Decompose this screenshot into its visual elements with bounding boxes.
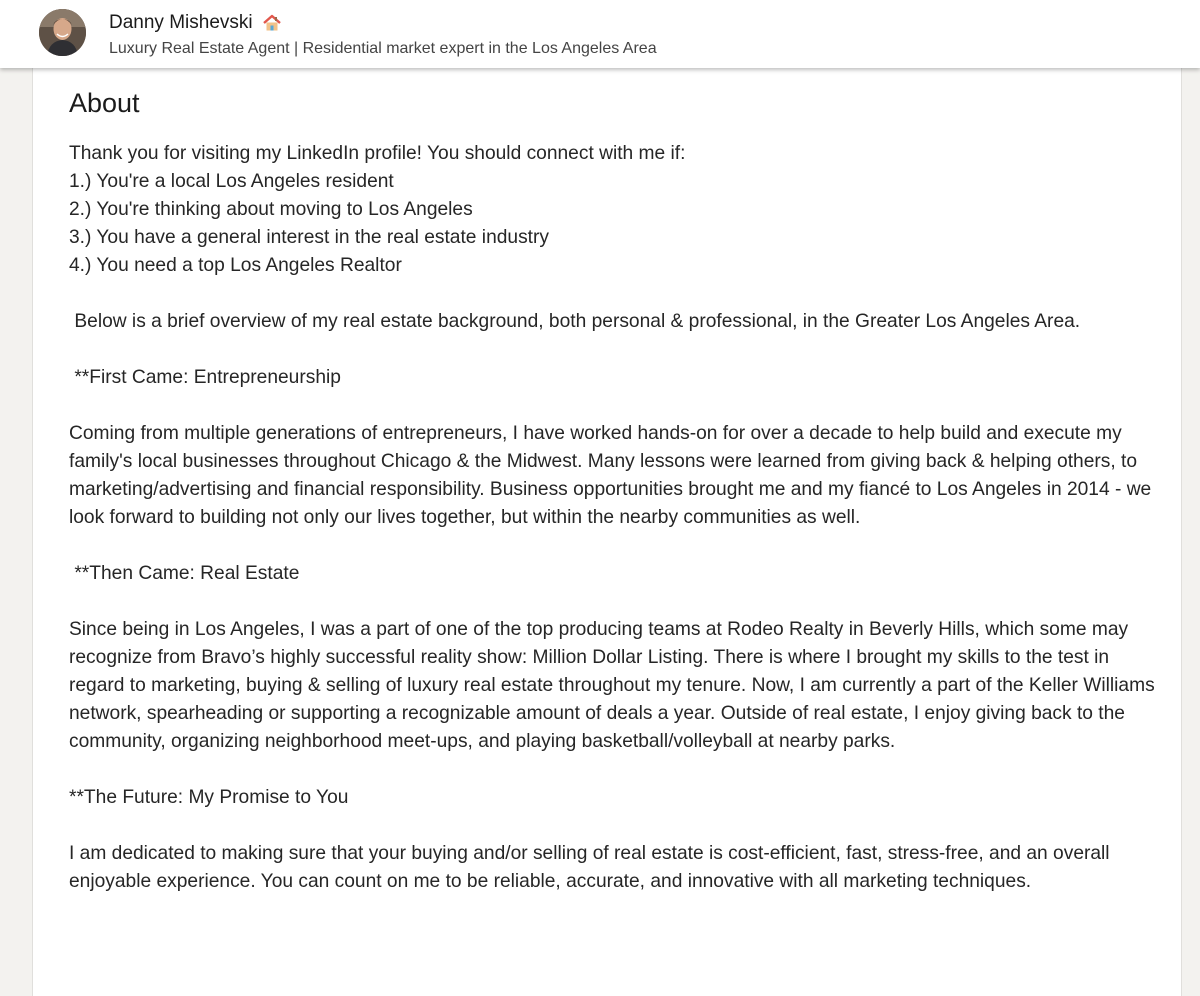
about-paragraph: I am dedicated to making sure that your buying and/or selling of real estate is cost-efficient, fast, stress-free, and an overall enjoyable experience. You can count on me to be reliable, accurate, and innovative with all marketing techniques.	[69, 843, 1115, 892]
about-paragraph: Since being in Los Angeles, I was a part of one of the top producing teams at Rodeo Realty in Beverly Hills, which some may recognize from Bravo’s highly successful reality show: Million Dollar Listing. There is where I brought my skills to the test in regard to marketing, buying & selling of luxury real estate throughout my tenure. Now, I am currently a part of the Keller Williams network, spearheading or supporting a recognizable amount of deals a year. Outside of real estate, I enjoy giving back to the community, organizing neighborhood meet-ups, and playing basketball/volleyball at nearby parks.	[69, 619, 1161, 752]
about-paragraph: Thank you for visiting my LinkedIn profile! You should connect with me if: 1.) You're a local Los Angeles resident 2.) You're thinking about moving to Los Angeles 3.) You have a general interest in the real estate industry 4.) You need a top Los Angeles Realtor	[69, 143, 686, 276]
about-card	[32, 68, 1182, 996]
profile-name[interactable]: Danny Mishevski	[109, 12, 253, 33]
name-row	[109, 10, 282, 36]
about-title: About	[69, 88, 140, 118]
about-body	[69, 140, 1159, 896]
about-paragraph: Coming from multiple generations of entrepreneurs, I have worked hands-on for over a decade to help build and execute my family's local businesses throughout Chicago & the Midwest. Many lessons were learned from giving back & helping others, to marketing/advertising and financial responsibility. Business opportunities brought me and my fiancé to Los Angeles in 2014 - we look forward to building not only our lives together, but within the nearby communities as well.	[69, 423, 1157, 528]
spacer	[69, 280, 1159, 308]
spacer	[69, 756, 1159, 784]
right-gutter	[1182, 68, 1200, 996]
about-paragraph: **Then Came: Real Estate	[69, 563, 300, 584]
spacer	[69, 532, 1159, 560]
spacer	[69, 812, 1159, 840]
left-gutter	[0, 68, 32, 996]
avatar-photo	[39, 9, 86, 56]
spacer	[69, 588, 1159, 616]
house-icon	[262, 13, 282, 33]
about-paragraph: **First Came: Entrepreneurship	[69, 367, 341, 388]
about-paragraph: **The Future: My Promise to You	[69, 787, 349, 808]
avatar[interactable]	[39, 9, 86, 56]
spacer	[69, 392, 1159, 420]
about-paragraph: Below is a brief overview of my real estate background, both personal & professional, in the Greater Los Angeles Area.	[69, 311, 1081, 332]
profile-sticky-header	[0, 0, 1200, 68]
spacer	[69, 336, 1159, 364]
profile-headline: Luxury Real Estate Agent | Residential market expert in the Los Angeles Area	[109, 40, 657, 57]
